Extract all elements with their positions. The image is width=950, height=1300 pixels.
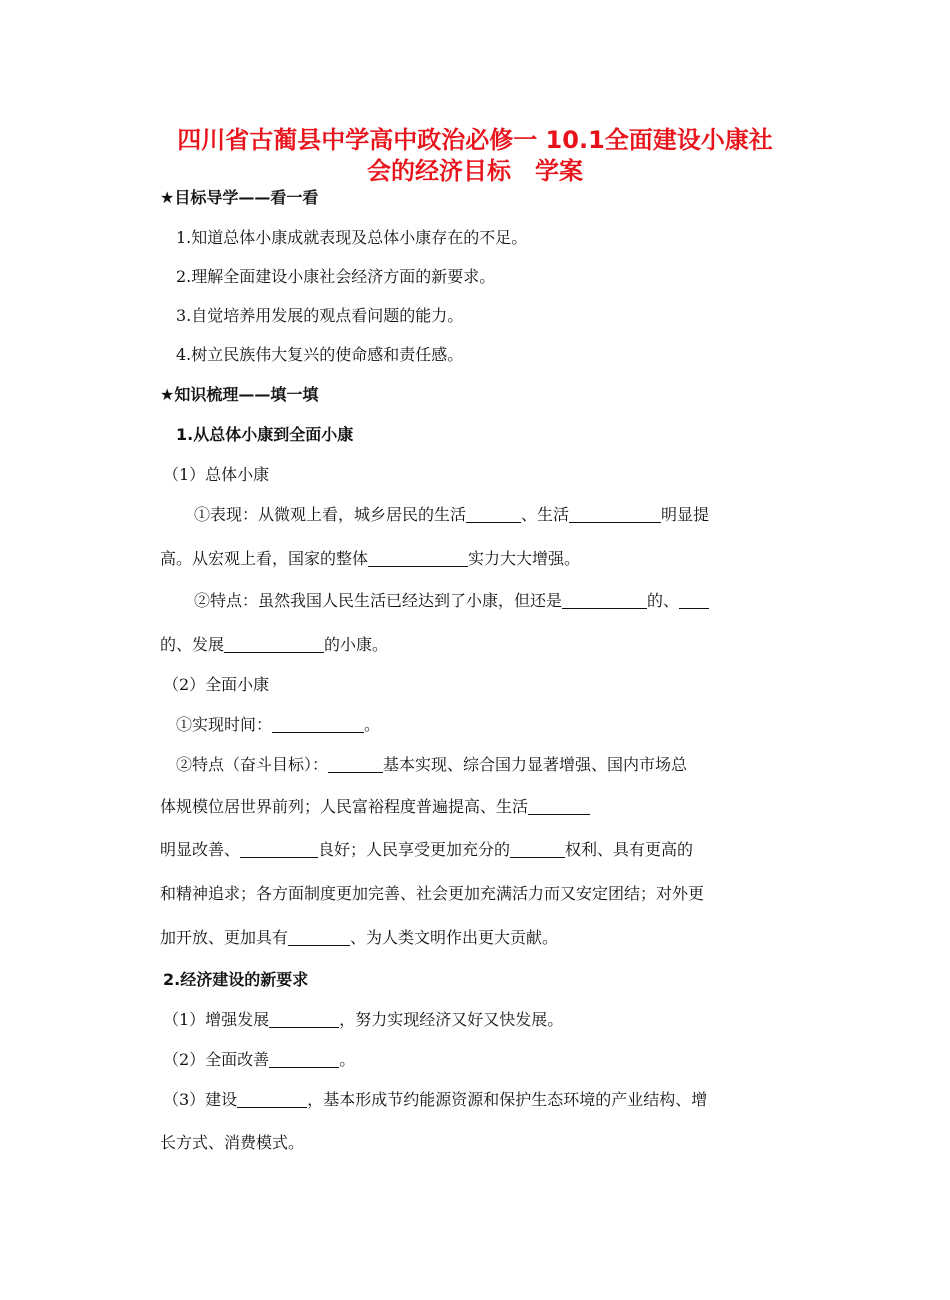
- fill-blank[interactable]: [272, 716, 364, 733]
- text-run: ，基本形成节约能源资源和保护生态环境的产业结构、增: [307, 1090, 708, 1109]
- text-run: 的、发展: [160, 635, 225, 654]
- fill-blank[interactable]: [288, 929, 350, 946]
- text-run: 的、: [647, 591, 680, 610]
- text-run: 权利、具有更高的: [565, 840, 694, 859]
- fill-blank[interactable]: [224, 636, 324, 653]
- para-feature-line-1: [194, 591, 709, 611]
- text-run: ②特点（奋斗目标）：: [176, 755, 329, 774]
- para-goal-line-5: [160, 928, 558, 948]
- fill-blank[interactable]: [368, 550, 468, 567]
- text-run: 良好；人民享受更加充分的: [318, 840, 511, 859]
- fill-blank[interactable]: [240, 841, 318, 858]
- text-run: 、为人类文明作出更大贡献。: [350, 928, 559, 947]
- text-run: 加开放、更加具有: [160, 928, 289, 947]
- section-heading-knowledge: ★知识梳理——填一填: [160, 385, 319, 404]
- goal-item-3: 3.自觉培养用发展的观点看问题的能力。: [176, 306, 464, 325]
- para-time: [176, 715, 380, 735]
- text-run: （1）增强发展: [163, 1010, 270, 1029]
- para-feature-line-2: [160, 635, 388, 655]
- requirement-3-line-2: 长方式、消费模式。: [160, 1133, 305, 1152]
- fill-blank[interactable]: [679, 592, 709, 609]
- para-performance-line-2: [160, 549, 580, 569]
- para-goal-line-4: 和精神追求；各方面制度更加完善、社会更加充满活力而又安定团结；对外更: [160, 884, 705, 903]
- text-run: 高。从宏观上看，国家的整体: [160, 549, 369, 568]
- part-label-overall: （1）总体小康: [163, 465, 270, 484]
- goal-item-1: 1.知道总体小康成就表现及总体小康存在的不足。: [176, 228, 528, 247]
- requirement-3-line-1: [163, 1090, 707, 1110]
- text-run: ②特点：虽然我国人民生活已经达到了小康，但还是: [194, 591, 563, 610]
- text-run: 明显改善、: [160, 840, 241, 859]
- requirement-2: [163, 1050, 355, 1070]
- goal-item-4: 4.树立民族伟大复兴的使命感和责任感。: [176, 345, 464, 364]
- part-label-comprehensive: （2）全面小康: [163, 675, 270, 694]
- fill-blank[interactable]: [569, 506, 661, 523]
- fill-blank[interactable]: [269, 1051, 339, 1068]
- text-run: 。: [339, 1050, 356, 1069]
- doc-title-line-2: 会的经济目标 学案: [367, 157, 583, 185]
- fill-blank[interactable]: [237, 1091, 307, 1108]
- para-performance-line-1: [194, 505, 709, 525]
- section-heading-goals: ★目标导学——看一看: [160, 188, 319, 207]
- goal-item-2: 2.理解全面建设小康社会经济方面的新要求。: [176, 267, 496, 286]
- text-run: ①实现时间：: [176, 715, 273, 734]
- fill-blank[interactable]: [528, 798, 590, 815]
- para-goal-line-3: [160, 840, 693, 860]
- fill-blank[interactable]: [466, 506, 521, 523]
- text-run: 实力大大增强。: [468, 549, 581, 568]
- text-run: 体规模位居世界前列；人民富裕程度普遍提高、生活: [160, 797, 529, 816]
- para-goal-line-2: [160, 797, 590, 817]
- para-goal-line-1: [176, 755, 687, 775]
- text-run: ①表现：从微观上看，城乡居民的生活: [194, 505, 467, 524]
- subheading-2: 2.经济建设的新要求: [163, 970, 309, 989]
- text-run: （2）全面改善: [163, 1050, 270, 1069]
- subheading-1: 1.从总体小康到全面小康: [176, 425, 354, 444]
- text-run: 、生活: [521, 505, 570, 524]
- doc-title-line-1: 四川省古蔺县中学高中政治必修一 10.1全面建设小康社: [177, 126, 773, 154]
- requirement-1: [163, 1010, 563, 1030]
- fill-blank[interactable]: [510, 841, 565, 858]
- text-run: 明显提: [661, 505, 710, 524]
- text-run: 基本实现、综合国力显著增强、国内市场总: [383, 755, 688, 774]
- fill-blank[interactable]: [562, 592, 647, 609]
- text-run: 的小康。: [324, 635, 389, 654]
- fill-blank[interactable]: [328, 756, 383, 773]
- text-run: ，努力实现经济又好又快发展。: [339, 1010, 564, 1029]
- text-run: 。: [364, 715, 381, 734]
- text-run: （3）建设: [163, 1090, 238, 1109]
- fill-blank[interactable]: [269, 1011, 339, 1028]
